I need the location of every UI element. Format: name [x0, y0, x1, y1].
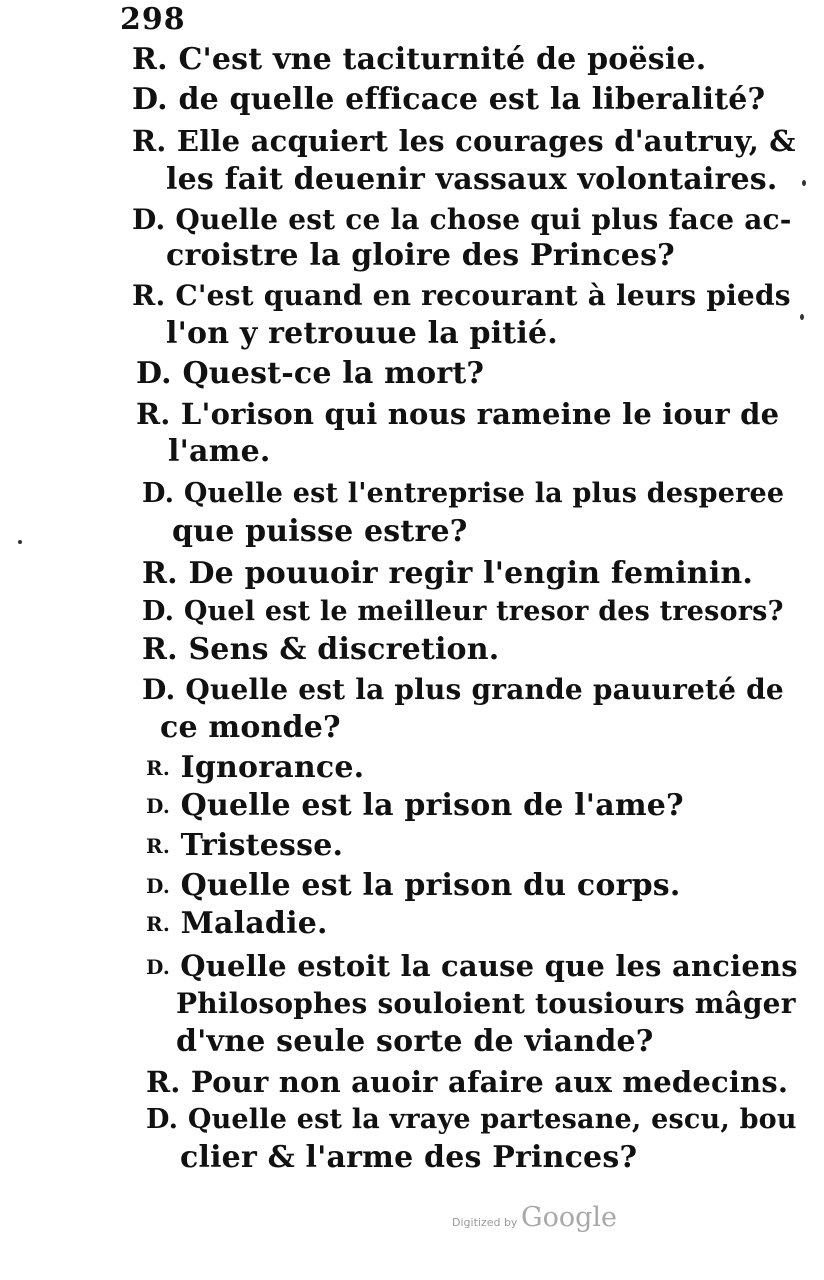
- speaker-label: R.: [136, 397, 171, 431]
- line-text: Philosophes souloient tousiours mâger: [176, 987, 796, 1020]
- line-text: Quel est le meilleur tresor des tresors?: [183, 596, 784, 627]
- line-text: Quelle est la prison de l'ame?: [180, 788, 684, 823]
- line-text: De pouuoir regir l'engin feminin.: [188, 556, 754, 591]
- text-line: [146, 750, 364, 786]
- speaker-label: D.: [136, 356, 172, 391]
- line-text: que puisse estre?: [172, 514, 468, 549]
- line-text: Maladie.: [180, 906, 328, 941]
- line-text: Quelle est ce la chose qui plus face ac-: [175, 203, 792, 236]
- speaker-label: D.: [146, 1104, 179, 1135]
- text-line: [176, 986, 796, 1022]
- text-line: [136, 356, 484, 392]
- text-line: [166, 238, 675, 274]
- text-line: [142, 556, 753, 592]
- text-line: [132, 82, 766, 118]
- speaker-label: R.: [146, 834, 170, 858]
- text-line: [146, 1102, 797, 1138]
- text-line: [166, 162, 778, 198]
- text-line: [132, 42, 707, 78]
- speaker-label: D.: [146, 794, 170, 818]
- speaker-label: R.: [132, 124, 167, 158]
- line-text: Elle acquiert les courages d'autruy, &: [176, 124, 796, 158]
- line-text: C'est quand en recourant à leurs pieds: [175, 279, 791, 312]
- text-line: [142, 632, 499, 668]
- text-line: [160, 710, 341, 746]
- line-text: Quelle est la prison du corps.: [180, 868, 681, 903]
- text-line: [172, 514, 468, 550]
- text-line: [132, 278, 791, 314]
- text-line: [142, 594, 784, 630]
- line-text: Quelle estoit la cause que les anciens: [180, 949, 798, 983]
- line-text: clier & l'arme des Princes?: [180, 1140, 638, 1175]
- line-text: l'on y retrouue la pitié.: [166, 316, 558, 351]
- google-wordmark: Google: [521, 1202, 617, 1233]
- line-text: Sens & discretion.: [188, 632, 500, 667]
- speaker-label: R.: [146, 912, 170, 936]
- line-text: l'ame.: [168, 434, 271, 469]
- speaker-label: D.: [146, 874, 170, 898]
- speaker-label: D.: [146, 955, 170, 979]
- digitized-label: Digitized by: [452, 1216, 518, 1229]
- line-text: Quelle est la plus grande pauureté de: [185, 673, 784, 706]
- line-text: Ignorance.: [180, 750, 365, 785]
- digitized-by-google-mark: [452, 1202, 632, 1242]
- text-line: [146, 906, 328, 942]
- line-text: ce monde?: [160, 710, 341, 745]
- speaker-label: D.: [142, 596, 175, 627]
- ink-speck: [802, 180, 806, 186]
- speaker-label: R.: [142, 632, 178, 667]
- text-line: [168, 434, 271, 470]
- text-line: [146, 828, 343, 864]
- text-line: [142, 476, 784, 512]
- text-line: [132, 123, 796, 159]
- line-text: L'orison qui nous rameine le iour de: [180, 397, 780, 431]
- text-line: [146, 788, 684, 824]
- text-line: [146, 1064, 788, 1100]
- text-line: [166, 316, 558, 352]
- speaker-label: D.: [132, 82, 168, 117]
- line-text: Quest-ce la mort?: [182, 356, 485, 391]
- speaker-label: R.: [146, 1065, 181, 1099]
- line-text: C'est vne taciturnité de poësie.: [178, 42, 707, 77]
- speaker-label: R.: [132, 279, 166, 312]
- text-line: [142, 672, 784, 708]
- line-text: de quelle efficace est la liberalité?: [178, 82, 766, 117]
- page-number: 298: [120, 2, 186, 37]
- text-line: [136, 396, 779, 432]
- text-line: [146, 948, 798, 985]
- speaker-label: D.: [132, 203, 166, 236]
- line-text: Quelle est la vraye partesane, escu, bou: [187, 1104, 797, 1135]
- line-text: Pour non auoir afaire aux medecins.: [190, 1065, 789, 1099]
- speaker-label: R.: [132, 42, 168, 77]
- line-text: Quelle est l'entreprise la plus desperee: [183, 478, 785, 509]
- speaker-label: D.: [142, 673, 176, 706]
- text-line: [146, 868, 681, 904]
- text-line: [176, 1024, 654, 1060]
- text-line: [132, 202, 792, 238]
- speaker-label: R.: [146, 756, 170, 780]
- ink-speck: [18, 540, 22, 544]
- speaker-label: D.: [142, 478, 175, 509]
- line-text: les fait deuenir vassaux volontaires.: [166, 162, 778, 197]
- ink-speck: [800, 314, 804, 320]
- line-text: Tristesse.: [180, 828, 344, 863]
- line-text: d'vne seule sorte de viande?: [176, 1024, 654, 1059]
- line-text: croistre la gloire des Princes?: [166, 238, 675, 273]
- text-line: [180, 1140, 637, 1176]
- speaker-label: R.: [142, 556, 178, 591]
